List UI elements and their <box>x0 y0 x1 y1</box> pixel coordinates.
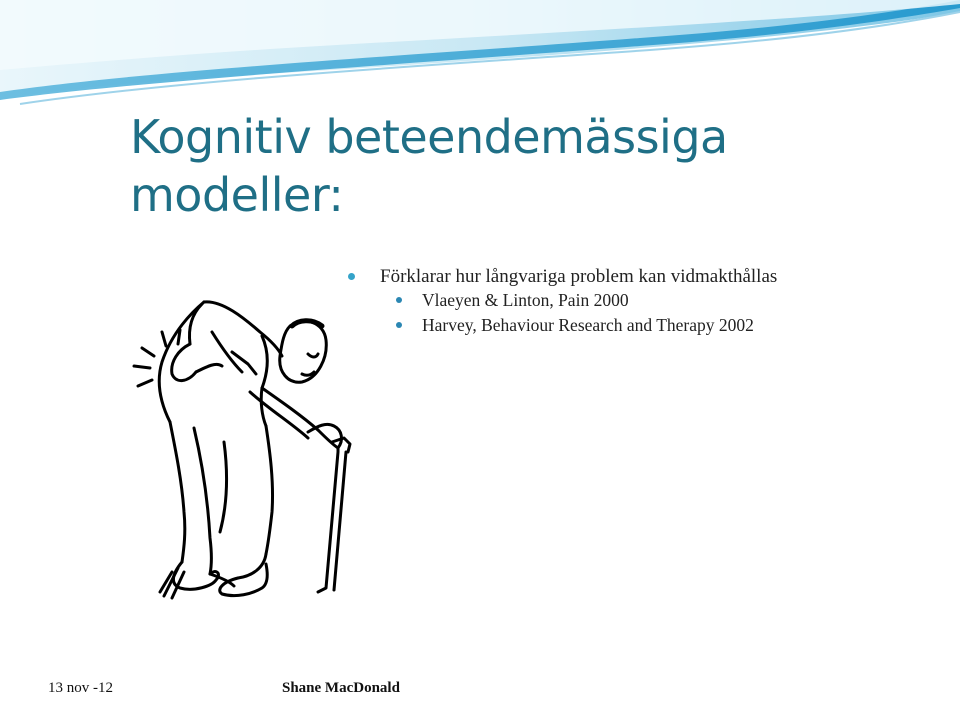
bullet-item <box>340 266 940 288</box>
sub-bullet-item <box>340 313 940 338</box>
slide-title: Kognitiv beteendemässiga modeller: <box>130 110 728 222</box>
bullet-icon <box>396 297 402 303</box>
bullet-text: Förklarar hur långvariga problem kan vidmakthållas <box>380 266 778 287</box>
footer-date: 13 nov -12 <box>48 680 113 696</box>
bullet-icon <box>348 273 355 280</box>
sub-bullet-item <box>340 288 940 313</box>
footer-author: Shane MacDonald <box>282 680 400 696</box>
bullet-list <box>340 266 940 338</box>
back-pain-illustration <box>112 292 390 616</box>
header-wave-decoration <box>0 0 960 110</box>
sub-bullet-text: Vlaeyen & Linton, Pain 2000 <box>422 290 629 310</box>
sub-bullet-text: Harvey, Behaviour Research and Therapy 2002 <box>422 315 754 335</box>
bullet-icon <box>396 322 402 328</box>
